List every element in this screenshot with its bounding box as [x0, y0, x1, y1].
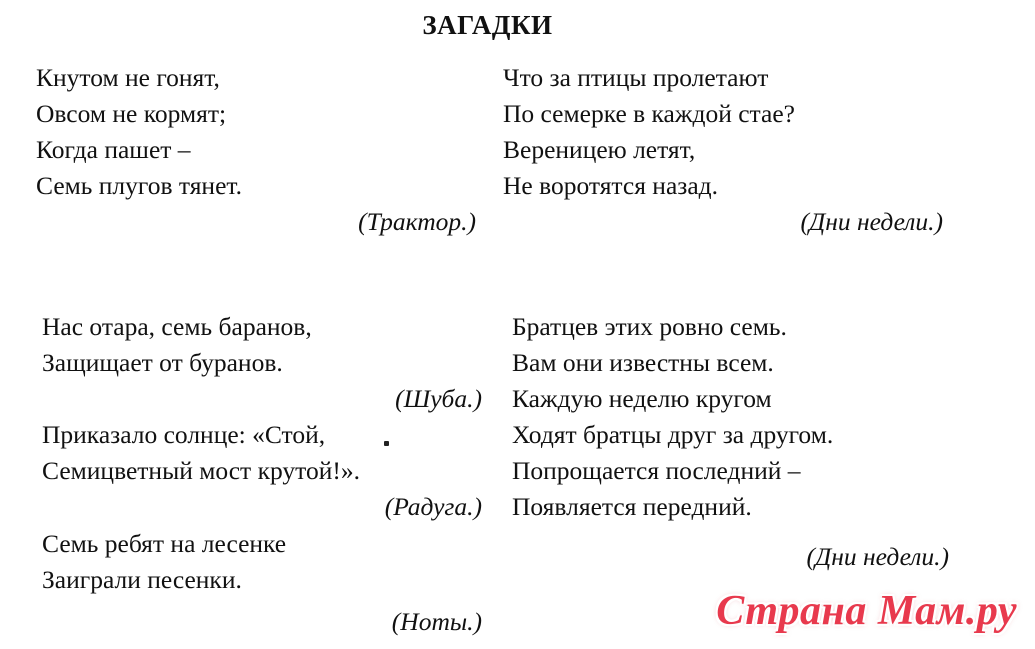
riddle-line: Вереницею летят, — [503, 135, 696, 164]
riddle-line: Когда пашет – — [36, 135, 191, 164]
riddle-line: Семицветный мост крутой!». — [42, 456, 360, 485]
riddle-days-of-week-1 — [503, 60, 943, 240]
site-watermark-logo: Страна Мам.ру — [716, 588, 1017, 634]
riddle-line: Каждую неделю кругом — [512, 384, 772, 413]
riddle-line: Братцев этих ровно семь. — [512, 312, 787, 341]
riddle-answer: (Трактор.) — [358, 207, 476, 236]
riddle-answer: (Шуба.) — [395, 384, 482, 413]
riddle-line: Семь ребят на лесенке — [42, 529, 287, 558]
riddle-line: Нас отара, семь баранов, — [42, 312, 312, 341]
scan-speck — [384, 441, 389, 446]
riddle-notes — [42, 526, 482, 640]
riddle-line: Попрощается последний – — [512, 456, 801, 485]
riddle-line: Кнутом не гонят, — [36, 63, 220, 92]
riddle-days-of-week-2 — [512, 309, 949, 575]
riddle-rainbow — [42, 417, 482, 525]
page-title: ЗАГАДКИ — [422, 10, 553, 40]
riddle-line: По семерке в каждой стае? — [503, 99, 795, 128]
riddle-line: Не воротятся назад. — [503, 171, 719, 200]
riddle-line: Заиграли песенки. — [42, 565, 242, 594]
riddle-line: Защищает от буранов. — [42, 348, 283, 377]
riddle-line: Семь плугов тянет. — [36, 171, 242, 200]
riddle-line: Вам они известны всем. — [512, 348, 774, 377]
riddle-answer: (Дни недели.) — [806, 542, 949, 571]
riddle-line: Приказало солнце: «Стой, — [42, 420, 326, 449]
riddle-fur-coat — [42, 309, 482, 417]
riddle-answer: (Ноты.) — [391, 607, 482, 636]
riddle-line: Появляется передний. — [512, 492, 752, 521]
riddle-answer: (Радуга.) — [384, 492, 482, 521]
riddle-line: Ходят братцы друг за другом. — [512, 420, 834, 449]
riddle-answer: (Дни недели.) — [800, 207, 943, 236]
riddle-tractor — [36, 60, 476, 240]
riddle-line: Что за птицы пролетают — [503, 63, 769, 92]
riddle-line: Овсом не кормят; — [36, 99, 227, 128]
